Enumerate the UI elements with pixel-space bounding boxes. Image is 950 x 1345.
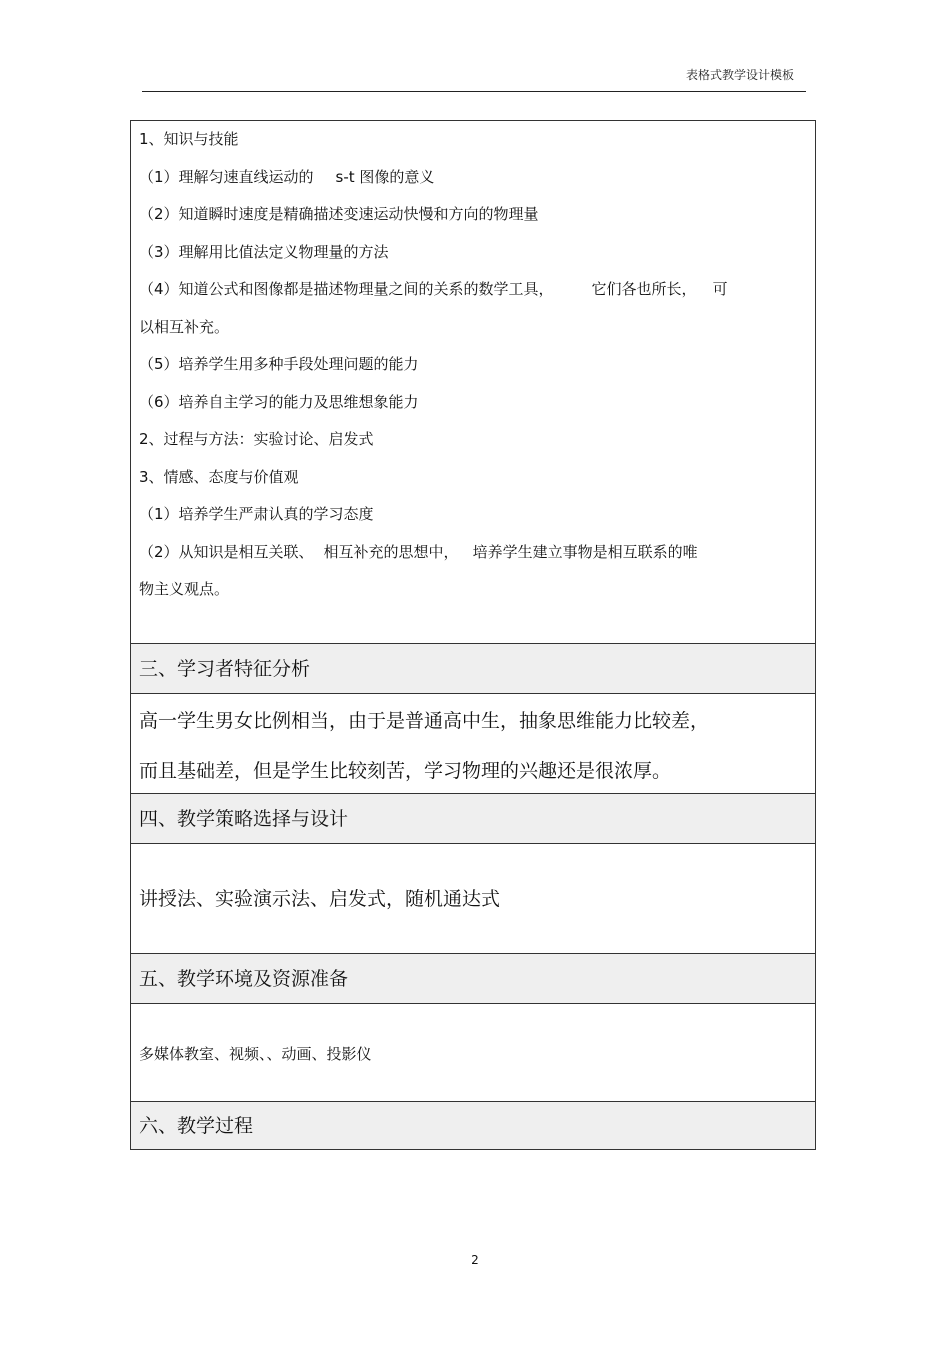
section-heading-process: 六、教学过程: [131, 1101, 815, 1149]
lesson-plan-table: [130, 120, 816, 1150]
page-number: 2: [471, 1253, 479, 1267]
objective-text: （4）知道公式和图像都是描述物理量之间的关系的数学工具，: [139, 280, 554, 298]
objective-text: （1）理解匀速直线运动的: [139, 167, 314, 186]
objective-line: （1）培养学生严肃认真的学习态度: [139, 505, 374, 523]
objective-text: 相互补充的思想中，: [323, 542, 459, 561]
section-heading-strategy: 四、教学策略选择与设计: [131, 793, 815, 843]
objective-text: 它们各也所长，: [591, 280, 697, 298]
objective-line: 3、情感、态度与价值观: [139, 467, 299, 486]
objective-line: 以相互补充。: [139, 317, 230, 336]
strategy-cell: 讲授法、实验演示法、启发式，随机通达式: [131, 843, 815, 953]
objective-line: （6）培养自主学习的能力及思维想象能力: [139, 392, 419, 411]
objective-text: 可: [712, 280, 728, 298]
objective-text: （2）从知识是相互关联、: [139, 542, 314, 561]
objective-line: （3）理解用比值法定义物理量的方法: [139, 242, 389, 261]
learner-cell: [131, 693, 815, 793]
objective-line: [139, 274, 815, 312]
objective-line: 1、知识与技能: [139, 130, 239, 148]
header-rule: [142, 91, 806, 92]
section-heading-learner: 三、学习者特征分析: [131, 643, 815, 693]
objective-text: s-t 图像的意义: [335, 167, 435, 186]
objective-line: [139, 162, 815, 200]
objective-line: （5）培养学生用多种手段处理问题的能力: [139, 355, 419, 373]
learner-line: 高一学生男女比例相当，由于是普通高中生，抽象思维能力比较差，: [139, 710, 710, 732]
header-title: 表格式教学设计模板: [685, 68, 794, 82]
learner-line: 而且基础差，但是学生比较刻苦，学习物理的兴趣还是很浓厚。: [139, 760, 672, 782]
objective-text: 培养学生建立事物是相互联系的唯: [472, 542, 698, 561]
objective-line: [139, 537, 815, 575]
objective-line: 物主义观点。: [139, 580, 230, 598]
objective-line: （2）知道瞬时速度是精确描述变速运动快慢和方向的物理量: [139, 205, 539, 223]
section-heading-resources: 五、教学环境及资源准备: [131, 953, 815, 1003]
resources-cell: 多媒体教室、视频、、动画、投影仪: [131, 1003, 815, 1101]
objective-line: 2、过程与方法：实验讨论、启发式: [139, 430, 374, 448]
objectives-cell: [131, 121, 815, 643]
